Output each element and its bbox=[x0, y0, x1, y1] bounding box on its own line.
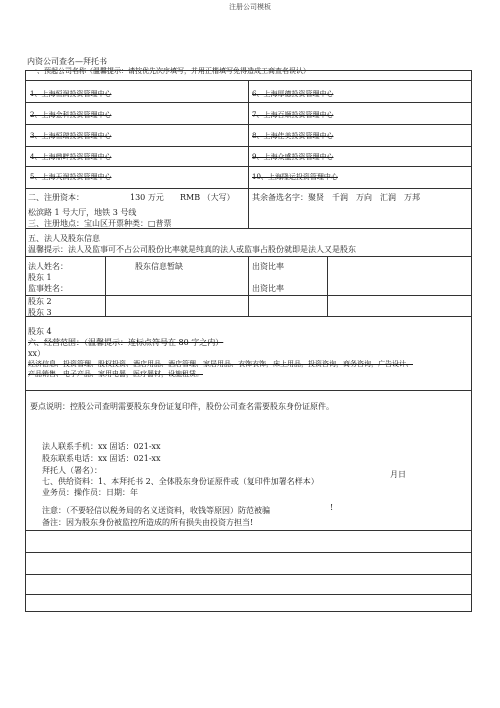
section-5-heading: 五、法人及股东信息 bbox=[28, 234, 100, 243]
document-title: 内资公司查名—拜托书 bbox=[27, 57, 107, 66]
row-line bbox=[25, 166, 471, 167]
name-option-1: 1、上海恒润投资管理中心 bbox=[30, 90, 112, 98]
shareholder-3: 股东 3 bbox=[28, 308, 52, 317]
remark-note: 备注：因为股东身份被监控所造成的所有损失由投资方担当! bbox=[42, 518, 254, 527]
name-option-9: 9、上海众盛投资管理中心 bbox=[252, 153, 334, 161]
row-line bbox=[25, 552, 471, 553]
section-1-heading: 一、预起公司名称（温馨提示：请按优先次序填写，并用正楷填写免得造成工商查名误认） bbox=[30, 67, 310, 75]
name-option-6: 6、上海厚德投资管理中心 bbox=[252, 90, 334, 98]
name-option-10: 10、上海隆运投资管理中心 bbox=[252, 173, 338, 181]
business-scope-line-1: 经济信息、投资管理、股权投资、酒店用品、酒店管理、家居用品、衣饰衣饰，床上用品，投资咨询，商务咨询，广告设计、 bbox=[28, 360, 413, 368]
legal-tip: 温馨提示：法人及监事可不占公司股份比率就是纯真的法人或监事占股份就即是法人又是股东 bbox=[28, 245, 356, 254]
row-line bbox=[25, 146, 471, 147]
shareholder-2: 股东 2 bbox=[28, 297, 52, 306]
row-line bbox=[25, 390, 471, 391]
section-3-location: 三、注册地点：宝山区开票种类：□普票 bbox=[28, 219, 172, 228]
shareholder-1: 股东 1 bbox=[28, 273, 52, 282]
name-option-7: 7、上海百顺投资管理中心 bbox=[252, 111, 334, 119]
name-column-divider bbox=[248, 80, 249, 188]
date-label: 月日 bbox=[390, 470, 406, 479]
delegate-signature: 拜托人（署名）： bbox=[42, 466, 102, 475]
name-option-4: 4、上海鼎畔投资管理中心 bbox=[30, 153, 112, 161]
row-line bbox=[25, 102, 471, 103]
row-line bbox=[25, 80, 471, 81]
row-line bbox=[25, 594, 471, 595]
page-header-title: 注册公司模板 bbox=[229, 3, 271, 11]
section-7-materials: 七、供给资料：1、本拜托书 2、全体股东身份证原件或（复印件加署名样本） bbox=[42, 477, 319, 486]
name-option-3: 3、上海恒瑞投资管理中心 bbox=[30, 132, 112, 140]
shareholder-4: 股东 4 bbox=[28, 327, 52, 336]
supervisor-label: 监事姓名： bbox=[28, 284, 68, 293]
key-points: 要点说明：控股公司查明需要股东身份证复印件，股份公司查名需要股东身份证原件。 bbox=[30, 402, 334, 411]
row-line bbox=[25, 574, 471, 575]
ratio-label-2: 出资比率 bbox=[252, 284, 284, 293]
name-option-5: 5、上海天润投资管理中心 bbox=[30, 173, 112, 181]
shareholder-divider-b bbox=[248, 256, 249, 316]
shareholder-info-missing: 股东信息暂缺 bbox=[135, 262, 183, 271]
capital-divider bbox=[248, 188, 249, 228]
row-line bbox=[25, 530, 471, 531]
shareholder-divider-c bbox=[327, 256, 328, 316]
alternative-names: 其余备选名字：聚贤 千润 万向 汇润 万邦 bbox=[252, 193, 420, 202]
section-6-heading: 六、经营范围：（温馨提示：连标点符号在 80 字之内） bbox=[28, 338, 224, 347]
legal-phone: 法人联系手机：xx 固话：021-xx bbox=[42, 442, 161, 451]
name-option-2: 2、上海金科投资管理中心 bbox=[30, 111, 112, 119]
shareholder-phone: 股东联系电话：xx 固话：021-xx bbox=[42, 454, 161, 463]
address-line: 松滨路 1 号大厅，地铁 3 号线 bbox=[28, 208, 137, 217]
name-option-8: 8、上海佳美投资管理中心 bbox=[252, 132, 334, 140]
business-scope-line-2: 产品销售、电子产品、家用电器，医疗器材，设施租赁。 bbox=[28, 370, 203, 378]
row-line bbox=[25, 124, 471, 125]
capital-amount: 130 万元 bbox=[130, 193, 164, 202]
capital-label: 二、注册资本： bbox=[28, 193, 84, 202]
row-line bbox=[25, 295, 471, 296]
shareholder-divider-a bbox=[105, 256, 106, 316]
caution-exclamation: ! bbox=[330, 503, 334, 512]
agent-line: 业务员：操作员：日期：年 bbox=[42, 488, 138, 497]
legal-name-label: 法人姓名： bbox=[28, 262, 68, 271]
capital-unit: RMB （大写） bbox=[180, 193, 235, 202]
ratio-label-1: 出资比率 bbox=[252, 262, 284, 271]
scope-xx: xx） bbox=[28, 349, 46, 358]
caution-note: 注意：（不要轻信以税务局的名义送资料，收钱等原因）防范被骗 bbox=[42, 506, 270, 515]
row-line bbox=[25, 316, 471, 317]
